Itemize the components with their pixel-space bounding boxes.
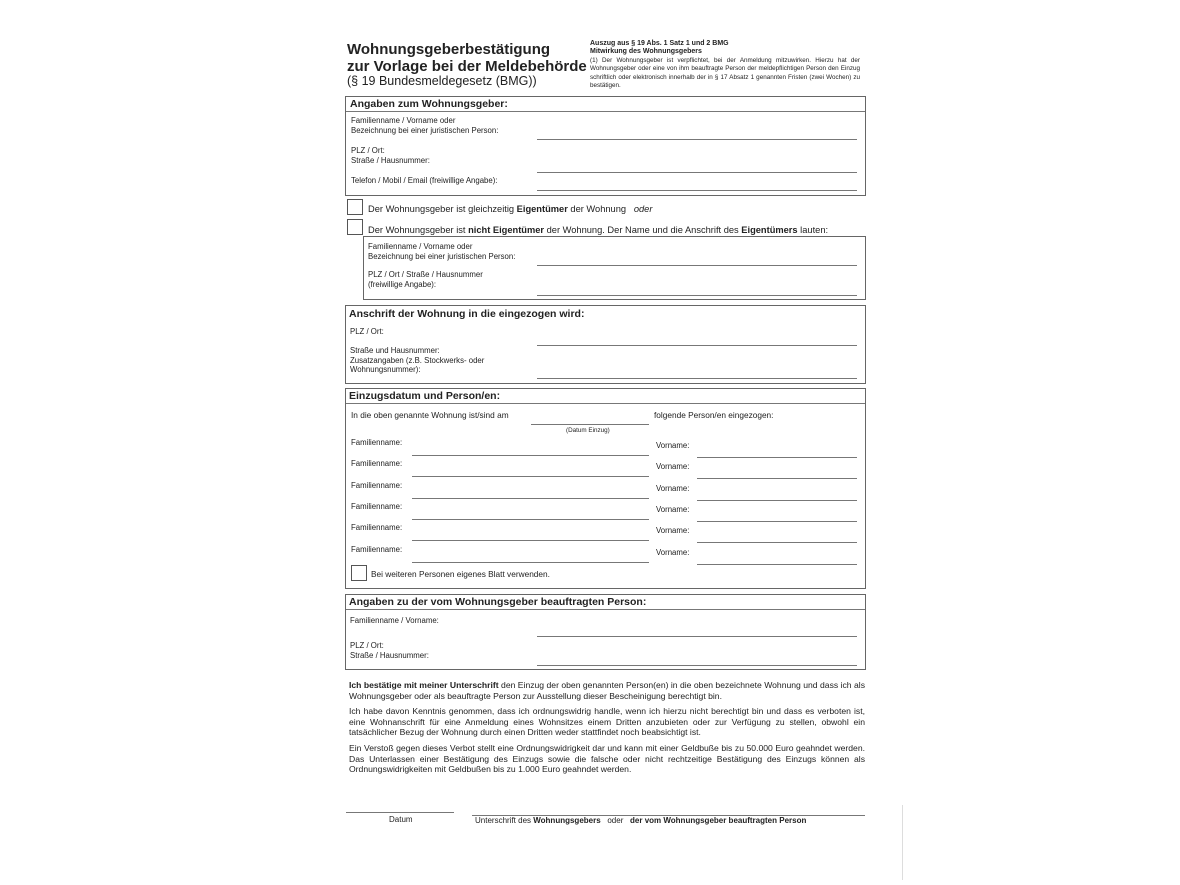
owner-address-label-2: (freiwillige Angabe):: [368, 279, 437, 289]
not-owner-pre: Der Wohnungsgeber ist: [368, 225, 469, 235]
apartment-street-label-3: Wohnungsnummer):: [350, 365, 421, 374]
not-owner-bold2: Eigentümers: [741, 225, 798, 235]
landlord-name-label: [351, 116, 498, 135]
person-surname-label: Familienname:: [351, 523, 403, 532]
not-owner-option-text: [368, 225, 828, 235]
form-title-line3: (§ 19 Bundesmeldegesetz (BMG)): [347, 74, 537, 88]
person-firstname-field[interactable]: [697, 542, 857, 543]
agent-name-field[interactable]: [537, 636, 857, 637]
landlord-name-label-1: Familienname / Vorname oder: [351, 116, 456, 125]
landlord-address-field[interactable]: [537, 172, 857, 173]
section-divider: [346, 111, 865, 112]
not-owner-bold: nicht Eigentümer: [468, 225, 545, 235]
legal-paragraph-3: Ein Verstoß gegen dieses Verbot stellt eine Ordnungswidrigkeit dar und kann mit einer Geldbuße bis zu 50.000 Euro geahndet werden. Das Unterlassen einer Bestätigung des Einzugs sowie die falsche oder nicht rechtzeitige Bestätigung des Einzugs können als Ordnungswidrigkeiten mit Geldbußen bis zu 1.000 Euro geahndet werden.: [349, 743, 865, 775]
landlord-address-label-2: Straße / Hausnummer:: [351, 155, 430, 165]
extra-sheet-text: Bei weiteren Personen eigenes Blatt verwenden.: [371, 569, 550, 579]
not-owner-post: lauten:: [797, 225, 829, 235]
person-surname-label: Familienname:: [351, 438, 403, 447]
person-surname-field[interactable]: [412, 540, 649, 541]
legal-p1-bold: Ich bestätige mit meiner Unterschrift: [349, 680, 499, 690]
scan-edge-line: [902, 805, 903, 880]
law-extract-heading-1: Auszug aus § 19 Abs. 1 Satz 1 und 2 BMG: [590, 40, 729, 47]
form-title-line1: Wohnungsgeberbestätigung: [347, 41, 551, 58]
landlord-section-title: Angaben zum Wohnungsgeber:: [350, 98, 508, 110]
person-firstname-field[interactable]: [697, 564, 857, 565]
owner-address-label-1: PLZ / Ort / Straße / Hausnummer: [368, 270, 483, 279]
signature-label-or: oder: [600, 816, 631, 825]
person-firstname-label: Vorname:: [656, 505, 690, 514]
agent-address-field[interactable]: [537, 665, 857, 666]
owner-option-or: oder: [633, 204, 653, 214]
person-surname-label: Familienname:: [351, 459, 403, 468]
movein-date-field[interactable]: [531, 424, 649, 425]
landlord-address-label: [351, 146, 430, 165]
apartment-street-label: [350, 346, 484, 375]
agent-address-label-2: Straße / Hausnummer:: [350, 650, 429, 660]
landlord-phone-label: Telefon / Mobil / Email (freiwillige Angabe):: [351, 176, 498, 185]
person-surname-field[interactable]: [412, 498, 649, 499]
date-label: Datum: [389, 815, 413, 824]
owner-address-field[interactable]: [537, 295, 857, 296]
person-surname-label: Familienname:: [351, 481, 403, 490]
owner-address-label: [368, 270, 483, 289]
person-firstname-field[interactable]: [697, 521, 857, 522]
movein-date-hint: (Datum Einzug): [566, 427, 610, 434]
agent-section-title: Angaben zu der vom Wohnungsgeber beauftragten Person:: [349, 596, 647, 608]
law-extract-body: (1) Der Wohnungsgeber ist verpflichtet, bei der Anmeldung mitzuwirken. Hierzu hat der Wohnungsgeber oder eine von ihm beauftragte Person der meldepflichtigen Person den Einzug schriftlich oder elektronisch innerhalb der in § 17 Absatz 1 genannten Fristen (zwei Wochen) zu bestätigen.: [590, 57, 860, 89]
legal-paragraph-1: [349, 680, 865, 701]
not-owner-mid: der Wohnung. Der Name und die Anschrift des: [544, 225, 742, 235]
movein-after-text: folgende Person/en eingezogen:: [654, 410, 774, 420]
date-signature-field[interactable]: [346, 812, 454, 813]
movein-section-title: Einzugsdatum und Person/en:: [349, 390, 501, 402]
apartment-section-title: Anschrift der Wohnung in die eingezogen wird:: [349, 308, 585, 320]
owner-option-bold: Eigentümer: [516, 204, 568, 214]
owner-option-post: der Wohnung: [567, 204, 627, 214]
agent-address-label: [350, 641, 429, 660]
extra-sheet-checkbox[interactable]: [351, 565, 367, 581]
apartment-street-label-1: Straße und Hausnummer:: [350, 346, 440, 355]
landlord-phone-field[interactable]: [537, 190, 857, 191]
signature-label-pre: Unterschrift des: [475, 816, 534, 825]
signature-label-agent: der vom Wohnungsgeber beauftragten Person: [630, 816, 807, 825]
person-firstname-field[interactable]: [697, 478, 857, 479]
signature-label-landlord: Wohnungsgebers: [533, 816, 601, 825]
landlord-name-label-2: Bezeichnung bei einer juristischen Person:: [351, 125, 499, 135]
person-firstname-label: Vorname:: [656, 441, 690, 450]
signature-label: [475, 816, 806, 825]
person-surname-field[interactable]: [412, 562, 649, 563]
landlord-name-field[interactable]: [537, 139, 857, 140]
agent-address-label-1: PLZ / Ort:: [350, 641, 384, 650]
person-firstname-label: Vorname:: [656, 548, 690, 557]
owner-option-text: [368, 204, 652, 214]
person-surname-field[interactable]: [412, 455, 649, 456]
person-firstname-label: Vorname:: [656, 526, 690, 535]
agent-name-label: Familienname / Vorname:: [350, 616, 439, 625]
person-firstname-label: Vorname:: [656, 462, 690, 471]
person-firstname-label: Vorname:: [656, 484, 690, 493]
owner-name-label: [368, 242, 515, 261]
movein-intro-text: In die oben genannte Wohnung ist/sind am: [351, 410, 509, 420]
form-title-line2: zur Vorlage bei der Meldebehörde: [347, 58, 587, 75]
apartment-plz-field[interactable]: [537, 345, 857, 346]
person-firstname-field[interactable]: [697, 500, 857, 501]
owner-option-pre: Der Wohnungsgeber ist gleichzeitig: [368, 204, 517, 214]
person-surname-label: Familienname:: [351, 502, 403, 511]
apartment-plz-label: PLZ / Ort:: [350, 327, 384, 336]
person-firstname-field[interactable]: [697, 457, 857, 458]
owner-name-label-1: Familienname / Vorname oder: [368, 242, 473, 251]
owner-name-label-2: Bezeichnung bei einer juristischen Person:: [368, 251, 516, 261]
landlord-address-label-1: PLZ / Ort:: [351, 146, 385, 155]
law-extract-heading-2: Mitwirkung des Wohnungsgebers: [590, 48, 702, 55]
legal-p1-rest: den Einzug der oben genannten Person(en) in die oben bezeichnete Wohnung und dass ich als Wohnungsgeber oder als beauftragte Person zur Ausstellung dieser Bescheinigung berechtigt bin.: [349, 680, 865, 701]
owner-checkbox[interactable]: [347, 199, 363, 215]
legal-paragraph-2: Ich habe davon Kenntnis genommen, dass ich ordnungswidrig handle, wenn ich hierzu nicht berechtigt bin und dass es verboten ist, eine Wohnanschrift für eine Anmeldung eines Wohnsitzes einem Dritten anzubieten oder zur Verfügung zu stellen, obwohl ein tatsächlicher Bezug der Wohnung durch einen Dritten weder stattfindet noch beabsichtigt ist.: [349, 706, 865, 738]
person-surname-field[interactable]: [412, 476, 649, 477]
person-surname-label: Familienname:: [351, 545, 403, 554]
apartment-street-label-2: Zusatzangaben (z.B. Stockwerks- oder: [350, 355, 485, 365]
apartment-street-field[interactable]: [537, 378, 857, 379]
owner-name-field[interactable]: [537, 265, 857, 266]
not-owner-checkbox[interactable]: [347, 219, 363, 235]
person-surname-field[interactable]: [412, 519, 649, 520]
law-extract-heading: [590, 40, 729, 56]
section-divider: [346, 403, 865, 404]
section-divider: [346, 609, 865, 610]
